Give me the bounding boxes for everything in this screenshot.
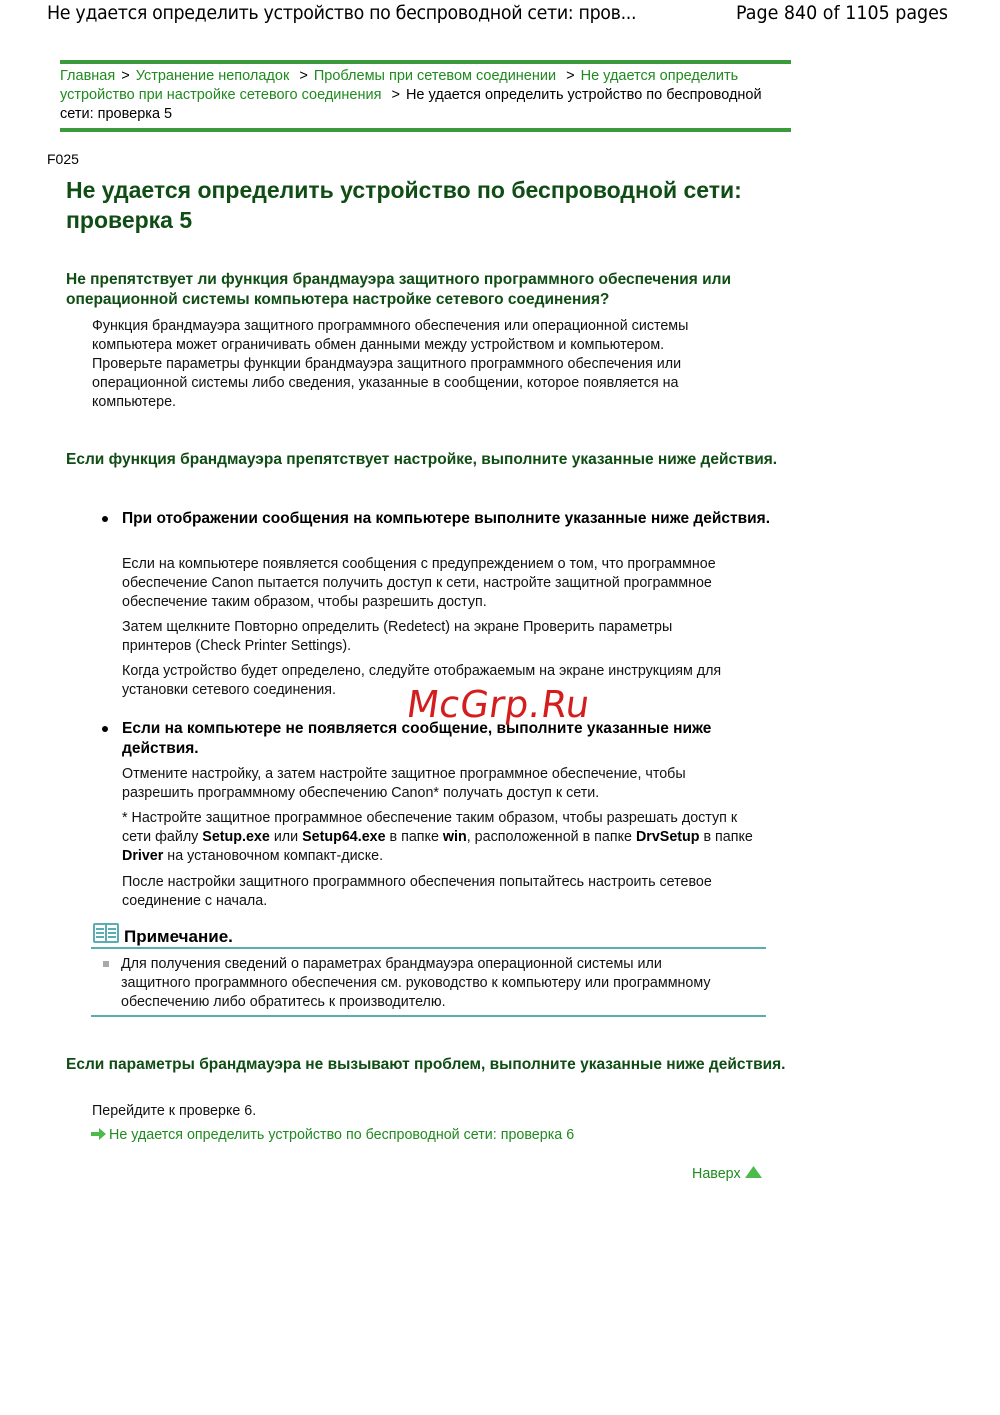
file-name-setup: Setup.exe [202, 829, 270, 845]
bullet-icon [102, 516, 108, 522]
page-code: F025 [47, 151, 79, 167]
breadcrumb-bottom-rule [60, 128, 791, 132]
breadcrumb-current: Не удается определить устройство по беспроводной сети: проверка 5 [60, 87, 762, 122]
back-to-top-link[interactable] [692, 1166, 762, 1182]
breadcrumb-top-rule [60, 60, 791, 64]
breadcrumb-link-troubleshooting[interactable]: Устранение неполадок [135, 68, 290, 84]
footnote-text: на установочном компакт-диске. [163, 848, 384, 864]
page-indicator: Page 840 of 1105 pages [736, 2, 949, 24]
bullet-heading-message-shown: При отображении сообщения на компьютере выполните указанные ниже действия. [122, 510, 771, 527]
paragraph: Перейдите к проверке 6. [92, 1103, 257, 1119]
breadcrumb-link-cannot-detect[interactable]: Не удается определить устройство при настройке сетевого соединения [60, 68, 739, 103]
footnote-paragraph [122, 809, 762, 866]
back-to-top-label: Наверх [692, 1166, 741, 1182]
file-name-setup64: Setup64.exe [302, 829, 386, 845]
breadcrumb [60, 67, 780, 124]
footnote-text: в папке [385, 829, 443, 845]
triangle-up-icon [745, 1166, 762, 1178]
folder-name-driver: Driver [122, 848, 164, 864]
bullet-icon [102, 726, 108, 732]
folder-name-win: win [442, 829, 467, 845]
print-header-title: Не удается определить устройство по беспроводной сети: пров... [47, 2, 637, 24]
bullet-heading-no-message: Если на компьютере не появляется сообщение, выполните указанные ниже действия. [122, 720, 712, 757]
breadcrumb-link-network-problems[interactable]: Проблемы при сетевом соединении [313, 68, 557, 84]
footnote-text: в папке [699, 829, 753, 845]
paragraph: Затем щелкните Повторно определить (Redetect) на экране Проверить параметры принтеров (Check Printer Settings). [122, 619, 673, 654]
section-heading-firewall-ok: Если параметры брандмауэра не вызывают проблем, выполните указанные ниже действия. [66, 1056, 786, 1073]
watermark: McGrp.Ru [403, 683, 593, 726]
footnote-text: , расположенной в папке [466, 829, 636, 845]
arrow-right-icon [91, 1128, 106, 1140]
book-icon [92, 922, 120, 944]
section-body-firewall-question: Функция брандмауэра защитного программного обеспечения или операционной системы компьютера может ограничивать обмен данными между устройством и компьютером. Проверьте параметры функции брандмауэра защитного программного обеспечения или операционной системы либо сведения, указанные в сообщении, которое появляется на компьютере. [92, 318, 689, 410]
breadcrumb-separator: > [299, 68, 308, 84]
paragraph: После настройки защитного программного обеспечения попытайтесь настроить сетевое соединение с начала. [122, 874, 712, 909]
footnote-text: * Настройте защитное программное обеспечение таким образом, чтобы разрешать доступ к сети файлу [122, 810, 738, 845]
link-check-6[interactable] [91, 1127, 574, 1143]
breadcrumb-separator: > [391, 87, 400, 103]
footnote-text: или [269, 829, 303, 845]
link-check-6-label: Не удается определить устройство по беспроводной сети: проверка 6 [109, 1127, 575, 1143]
paragraph: Если на компьютере появляется сообщения с предупреждением о том, что программное обеспечение Canon пытается получить доступ к сети, настройте защитной программное обеспечение таким образом, чтобы разрешить доступ. [122, 556, 716, 610]
section-heading-firewall-question: Не препятствует ли функция брандмауэра защитного программного обеспечения или операционной системы компьютера настройке сетевого соединения? [66, 271, 731, 308]
note-bottom-rule [91, 1015, 766, 1017]
breadcrumb-separator: > [566, 68, 575, 84]
folder-name-drvsetup: DrvSetup [635, 829, 700, 845]
paragraph: Отмените настройку, а затем настройте защитное программное обеспечение, чтобы разрешить программному обеспечению Canon* получать доступ к сети. [122, 766, 686, 801]
note-title: Примечание. [124, 927, 233, 946]
page-title: Не удается определить устройство по беспроводной сети: проверка 5 [66, 177, 742, 233]
breadcrumb-separator: > [121, 68, 130, 84]
breadcrumb-link-home[interactable]: Главная [60, 68, 116, 84]
paragraph: Когда устройство будет определено, следуйте отображаемым на экране инструкциям для установки сетевого соединения. [122, 663, 722, 698]
section-heading-firewall-blocks: Если функция брандмауэра препятствует настройке, выполните указанные ниже действия. [66, 451, 778, 468]
square-bullet-icon [103, 961, 109, 967]
note-top-rule [91, 947, 766, 949]
note-item: Для получения сведений о параметрах брандмауэра операционной системы или защитного программного обеспечения см. руководство к компьютеру или программному обеспечению либо обратитесь к производителю. [121, 956, 711, 1010]
